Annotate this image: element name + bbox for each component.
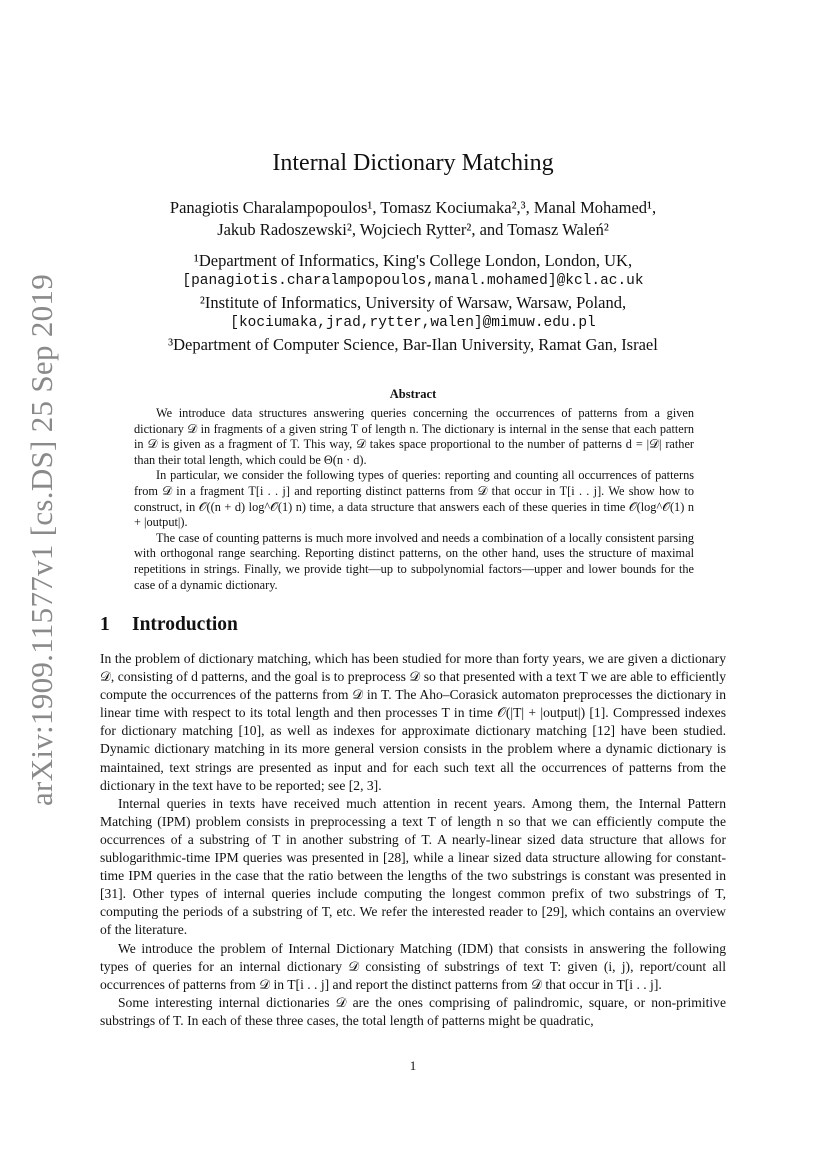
affiliation-1: ¹Department of Informatics, King's College London, London, UK,: [193, 251, 633, 270]
body-paragraph-1: In the problem of dictionary matching, which has been studied for more than forty years, we are given a dictionary 𝒟, consisting of d patterns, and the goal is to preprocess 𝒟 so that presented with a text T we are able to efficiently compute the occurrences of the patterns from 𝒟 in T. The Aho–Corasick automaton preprocesses the dictionary in linear time with respect to its total length and then processes T in time 𝒪(|T| + |output|) [1]. Compressed indexes for dictionary matching [10], as well as indexes for approximate dictionary matching [12] have been studied. Dynamic dictionary matching in its more general version consists in the problem where a dynamic dictionary is maintained, text strings are presented as input and for each such text all the occurrences of patterns from the dictionary in the text have to be reported; see [2, 3].: [100, 651, 726, 793]
author-line-1: Panagiotis Charalampopoulos¹, Tomasz Kociumaka²,³, Manal Mohamed¹,: [169, 198, 657, 217]
abstract-heading: Abstract: [389, 387, 437, 401]
body-paragraph-4: Some interesting internal dictionaries 𝒟 are the ones comprising of palindromic, square, or non-primitive substrings of T. In each of these three cases, the total length of patterns might be quadratic,: [100, 994, 726, 1028]
body-paragraph-2: Internal queries in texts have received much attention in recent years. Among them, the Internal Pattern Matching (IPM) problem consists in preprocessing a text T of length n so that we can efficiently compute the occurrences of a substring of T in another substring of T. A nearly-linear sized data structure that allows for sublogarithmic-time IPM queries was presented in [28], while a linear sized data structure allowing for constant-time IPM queries in the case that the ratio between the lengths of the two substrings is constant was presented in [31]. Other types of internal queries include computing the longest common prefix of two substrings of T, computing the periods of a substring of T, etc. We refer the interested reader to [29], which contains an overview of the literature.: [100, 795, 726, 938]
affiliation-list: [100, 250, 726, 355]
paper-title: Internal Dictionary Matching: [272, 150, 554, 176]
abstract-paragraph-3: The case of counting patterns is much more involved and needs a combination of a locally consistent parsing with orthogonal range searching. Reporting distinct patterns, on the other hand, uses the structure of maximal repetitions in strings. Finally, we provide tight—up to subpolynomial factors—upper and lower bounds for the case of a dynamic dictionary.: [134, 530, 694, 592]
body-text: [100, 650, 726, 1030]
affiliation-1-email: [panagiotis.charalampopoulos,manal.mohamed]@kcl.ac.uk: [182, 273, 644, 289]
section-heading: [100, 614, 238, 636]
arxiv-identifier: arXiv:1909.11577v1 [cs.DS] 25 Sep 2019: [24, 273, 59, 807]
affiliation-3: ³Department of Computer Science, Bar-Ilan University, Ramat Gan, Israel: [168, 335, 658, 354]
body-paragraph-3: We introduce the problem of Internal Dictionary Matching (IDM) that consists in answering the following types of queries for an internal dictionary 𝒟 consisting of substrings of text T: given (i, j), report/count all occurrences of patterns from 𝒟 in T[i . . j] and report the distinct patterns from 𝒟 that occur in T[i . . j].: [100, 940, 726, 992]
author-list: [100, 197, 726, 241]
affiliation-2: ²Institute of Informatics, University of Warsaw, Warsaw, Poland,: [199, 293, 627, 312]
page-number: 1: [409, 1058, 417, 1073]
abstract-paragraph-1: We introduce data structures answering queries concerning the occurrences of patterns from a given dictionary 𝒟 in fragments of a given string T of length n. The dictionary is internal in the sense that each pattern in 𝒟 is given as a fragment of T. This way, 𝒟 takes space proportional to the number of patterns d = |𝒟| rather than their total length, which could be Θ(n · d).: [134, 406, 694, 467]
author-line-2: Jakub Radoszewski², Wojciech Rytter², and Tomasz Waleń²: [217, 220, 609, 239]
section-title: Introduction: [132, 614, 238, 635]
affiliation-2-email: [kociumaka,jrad,rytter,walen]@mimuw.edu.pl: [230, 315, 596, 331]
abstract-body: [134, 406, 694, 593]
section-number: 1: [100, 614, 110, 635]
abstract-paragraph-2: In particular, we consider the following types of queries: reporting and counting all occurrences of patterns from 𝒟 in a fragment T[i . . j] and reporting distinct patterns from 𝒟 that occur in T[i . . j]. We show how to construct, in 𝒪((n + d) log^𝒪(1) n) time, a data structure that answers each of these queries in time 𝒪(log^𝒪(1) n + |output|).: [134, 468, 694, 530]
